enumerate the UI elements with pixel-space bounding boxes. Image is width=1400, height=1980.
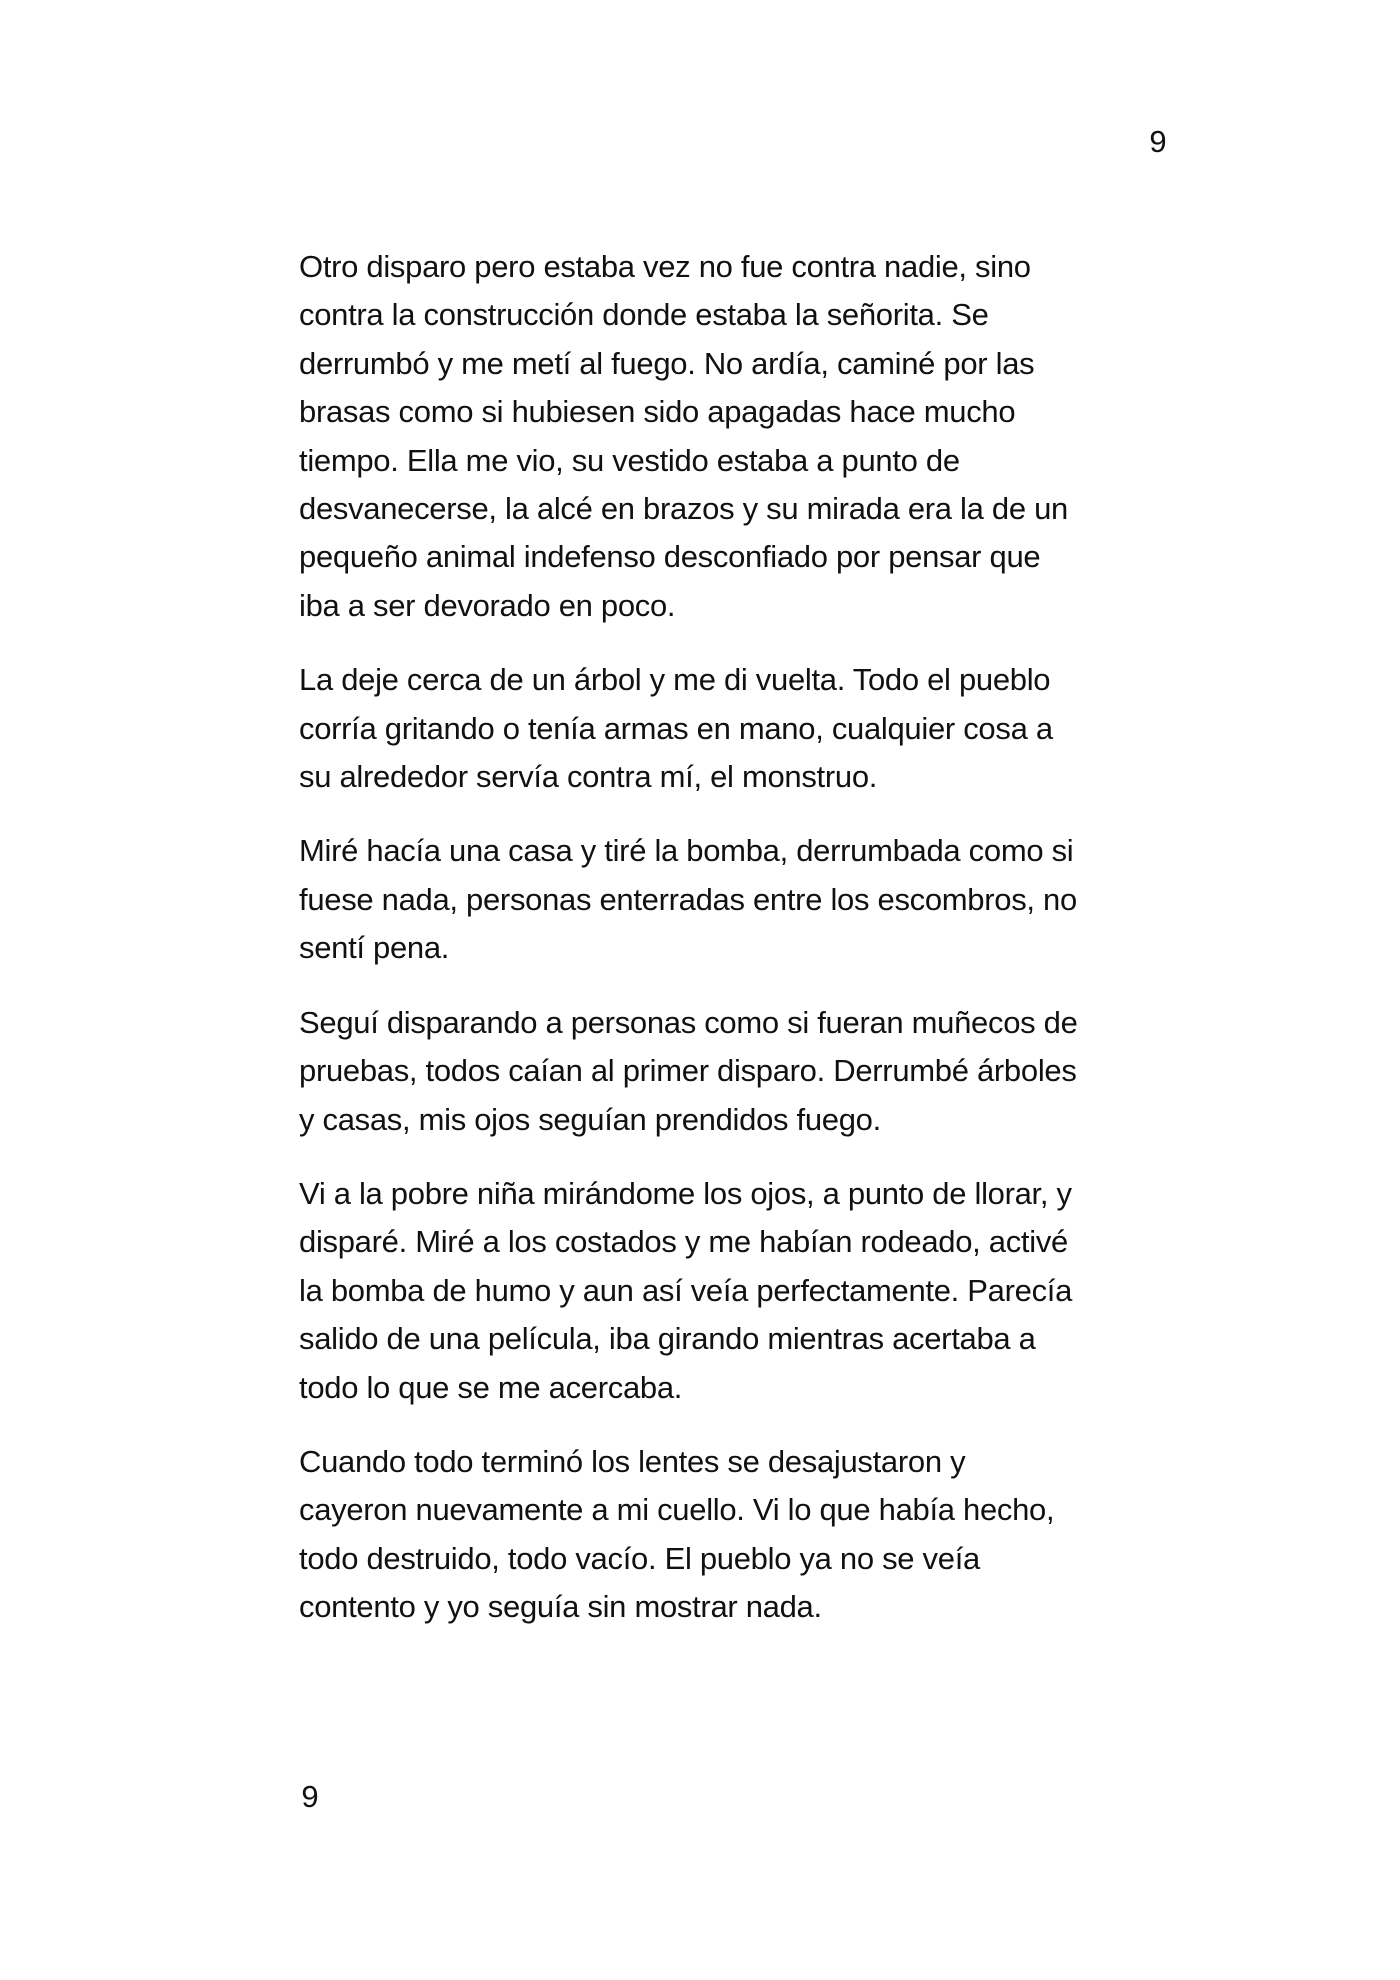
paragraph-6 <box>299 1438 1179 1632</box>
paragraph-3 <box>299 827 1179 972</box>
paragraph-1 <box>299 243 1179 630</box>
paragraph-5 <box>299 1170 1179 1412</box>
body-text <box>299 243 1179 1658</box>
page-number-footer: 9 <box>301 1779 319 1814</box>
text-line: La deje cerca de un árbol y me di vuelta. Todo el pueblo <box>299 662 1051 698</box>
text-line: pequeño animal indefenso desconfiado por pensar que <box>299 539 1041 575</box>
text-line: fuese nada, personas enterradas entre los escombros, no <box>299 881 1077 917</box>
text-line: brasas como si hubiesen sido apagadas hace mucho <box>299 394 1016 430</box>
text-line: contento y yo seguía sin mostrar nada. <box>299 1589 822 1625</box>
page-number-header: 9 <box>1149 124 1167 159</box>
text-line: y casas, mis ojos seguían prendidos fuego. <box>299 1101 881 1137</box>
text-line: corría gritando o tenía armas en mano, cualquier cosa a <box>299 710 1053 746</box>
paragraph-2 <box>299 656 1179 801</box>
text-line: sentí pena. <box>299 930 450 966</box>
text-line: tiempo. Ella me vio, su vestido estaba a punto de <box>299 442 960 478</box>
text-line: iba a ser devorado en poco. <box>299 587 676 623</box>
text-line: pruebas, todos caían al primer disparo. Derrumbé árboles <box>299 1053 1077 1089</box>
text-line: Cuando todo terminó los lentes se desajustaron y <box>299 1443 966 1479</box>
text-line: contra la construcción donde estaba la señorita. Se <box>299 297 989 333</box>
text-line: todo lo que se me acercaba. <box>299 1369 683 1405</box>
text-line: Miré hacía una casa y tiré la bomba, derrumbada como si <box>299 833 1074 869</box>
text-line: derrumbó y me metí al fuego. No ardía, caminé por las <box>299 345 1035 381</box>
text-line: su alrededor servía contra mí, el monstruo. <box>299 759 878 795</box>
text-line: cayeron nuevamente a mi cuello. Vi lo que había hecho, <box>299 1492 1055 1528</box>
text-line: salido de una película, iba girando mientras acertaba a <box>299 1321 1036 1357</box>
text-line: Vi a la pobre niña mirándome los ojos, a punto de llorar, y <box>299 1175 1072 1211</box>
text-line: disparé. Miré a los costados y me habían rodeado, activé <box>299 1224 1068 1260</box>
text-line: Otro disparo pero estaba vez no fue contra nadie, sino <box>299 249 1031 284</box>
text-line: la bomba de humo y aun así veía perfectamente. Parecía <box>299 1272 1073 1308</box>
paragraph-4 <box>299 999 1179 1144</box>
text-line: todo destruido, todo vacío. El pueblo ya no se veía <box>299 1540 980 1576</box>
text-line: desvanecerse, la alcé en brazos y su mirada era la de un <box>299 491 1068 527</box>
text-line: Seguí disparando a personas como si fueran muñecos de <box>299 1004 1078 1040</box>
